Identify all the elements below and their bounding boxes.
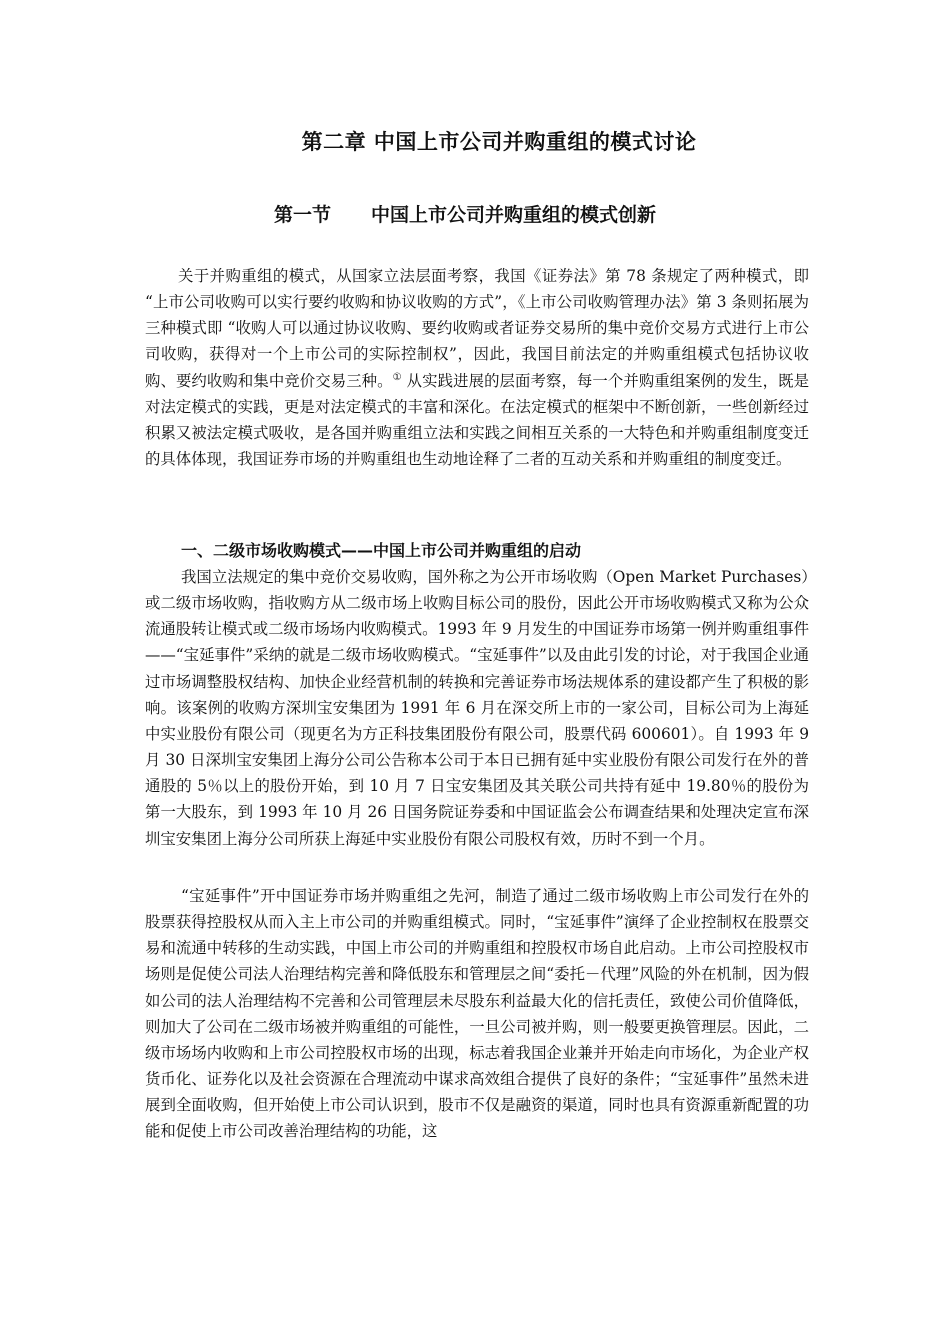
section-title (274, 200, 656, 230)
chapter-title: 第二章 中国上市公司并购重组的模式讨论 (301, 130, 697, 154)
subsection-heading: 一、二级市场收购模式——中国上市公司并购重组的启动 (181, 541, 582, 560)
paragraph-secondary-market: 我国立法规定的集中竞价交易收购，国外称之为公开市场收购（Open Market Purchases）或二级市场收购，指收购方从二级市场上收购目标公司的股份，因此公开市场收购模式又称为公众流通股转让模式或二级市场场内收购模式。1993 年 9 月发生的中国证券市场第一例并购重组事件——“宝延事件”采纳的就是二级市场收购模式。“宝延事件”以及由此引发的讨论，对于我国企业通过市场调整股权结构、加快企业经营机制的转换和完善证券市场法规体系的建设都产生了积极的影响。该案例的收购方深圳宝安集团为 1991 年 6 月在深交所上市的一家公司，目标公司为上海延中实业股份有限公司（现更名为方正科技集团股份有限公司，股票代码 600601）。自 1993 年 9 月 30 日深圳宝安集团上海分公司公告称本公司于本日已拥有延中实业股份有限公司发行在外的普通股的 5％以上的股份开始，到 10 月 7 日宝安集团及其关联公司共持有延中 19.80％的股份为第一大股东，到 1993 年 10 月 26 日国务院证券委和中国证监会公布调查结果和处理决定宣布深圳宝安集团上海分公司所获上海延中实业股份有限公司股权有效，历时不到一个月。 (145, 568, 809, 848)
paragraph-intro-text-b: 从实践进展的层面考察，每一个并购重组案例的发生，既是对法定模式的实践，更是对法定模式的丰富和深化。在法定模式的框架中不断创新，一些创新经过积累又被法定模式吸收，是各国并购重组立法和实践之间相互关系的一大特色和并购重组制度变迁的具体体现，我国证券市场的并购重组也生动地诠释了二者的互动关系和并购重组的制度变迁。 (145, 371, 809, 469)
paragraph-intro-text-a: 关于并购重组的模式，从国家立法层面考察，我国《证券法》第 78 条规定了两种模式，即 “上市公司收购可以实行要约收购和协议收购的方式”，《上市公司收购管理办法》第 3 条则拓展为三种模式即 “收购人可以通过协议收购、要约收购或者证券交易所的集中竞价交易方式进行上市公司收购，获得对一个上市公司的实际控制权”，因此，我国目前法定的并购重组模式包括协议收购、要约收购和集中竞价交易三种。 (145, 267, 809, 390)
section-number: 第一节 (274, 204, 332, 226)
paragraph-baoyan-event: “宝延事件”开中国证券市场并购重组之先河，制造了通过二级市场收购上市公司发行在外的股票获得控股权从而入主上市公司的并购重组模式。同时，“宝延事件”演绎了企业控制权在股票交易和流通中转移的生动实践，中国上市公司的并购重组和控股权市场自此启动。上市公司控股权市场则是促使公司法人治理结构完善和降低股东和管理层之间“委托－代理”风险的外在机制，因为假如公司的法人治理结构不完善和公司管理层未尽股东利益最大化的信托责任，致使公司价值降低，则加大了公司在二级市场被并购重组的可能性，一旦公司被并购，则一般要更换管理层。因此，二级市场场内收购和上市公司控股权市场的出现，标志着我国企业兼并开始走向市场化，为企业产权货币化、证券化以及社会资源在合理流动中谋求高效组合提供了良好的条件；“宝延事件”虽然未进展到全面收购，但开始使上市公司认识到，股市不仅是融资的渠道，同时也具有资源重新配置的功能和促使上市公司改善治理结构的功能，这 (145, 887, 809, 1141)
footnote-marker[interactable]: ① (392, 371, 402, 383)
paragraph-intro (145, 263, 809, 472)
section-title-text: 中国上市公司并购重组的模式创新 (371, 204, 657, 226)
